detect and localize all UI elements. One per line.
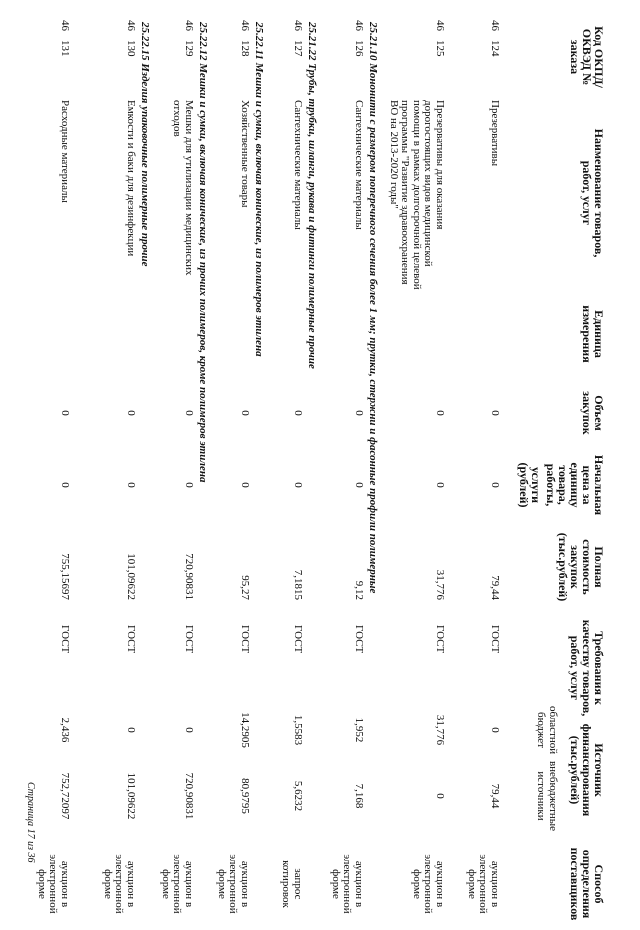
row-126-name: Сантехнические материалы [353, 100, 365, 230]
row-131-extra: 752,72097 [59, 772, 71, 820]
section-title: 25.22.12 Мешки и сумки, включая конические, из прочих полимеров, кроме полимеров этилена [197, 22, 209, 483]
header-source: Источник финансирования (тыс.рублей) [568, 723, 606, 817]
row-125-method: аукцион в электронной форме [411, 854, 446, 914]
row-130-method: аукцион в электронной форме [102, 854, 137, 914]
row-128-req: ГОСТ [239, 625, 251, 654]
row-131-budget: 2,436 [59, 717, 71, 743]
row-126-okdp: 46 [353, 20, 365, 31]
row-125-req: ГОСТ [434, 625, 446, 654]
row-125-volume: 0 [434, 410, 446, 416]
row-128-budget: 14,2905 [239, 712, 251, 748]
row-124-budget: 0 [489, 727, 501, 733]
row-125-budget: 31,776 [434, 714, 446, 746]
row-131-method: аукцион в электронной форме [36, 854, 71, 914]
header-init-price-unit: услуги (рублей) [517, 462, 543, 508]
row-126-extra: 7,168 [353, 783, 365, 809]
row-127-volume: 0 [292, 410, 304, 416]
header-volume: Объем закупок [580, 391, 606, 435]
row-126-volume: 0 [353, 410, 365, 416]
row-130-volume: 0 [125, 410, 137, 416]
row-130-init-price: 0 [125, 482, 137, 488]
row-128-init-price: 0 [239, 482, 251, 488]
row-126-req: ГОСТ [353, 625, 365, 654]
row-128-method: аукцион в электронной форме [216, 854, 251, 914]
row-124-okdp: 46 [489, 20, 501, 31]
row-130-order: 130 [125, 40, 137, 57]
header-method: Способ определения поставщиков [568, 847, 606, 921]
row-131-order: 131 [59, 40, 71, 57]
row-125-full-cost: 31,776 [434, 569, 446, 600]
row-127-full-cost: 7,1815 [292, 569, 304, 600]
header-requirements: Требования к качеству товаров, работ, услуг [568, 619, 606, 717]
row-125-name: Презервативы для оказания дорогостоящих видов медицинской помощи в рамках долгосрочной целевой программы "Развитие здравоохранения ВО на 2013-2020 годы" [388, 100, 446, 290]
row-128-order: 128 [239, 40, 251, 57]
row-130-budget: 0 [125, 727, 137, 733]
row-126-budget: 1,952 [353, 717, 365, 743]
row-131-volume: 0 [59, 410, 71, 416]
header-unit: Единица измерения [580, 305, 606, 363]
row-131-name: Расходные материалы [59, 100, 71, 203]
section-title: 25.21.10 Мононити с размером поперечного сечения более 1 мм; прутки, стержни и фасонные профили полимерные [367, 22, 379, 594]
row-125-okdp: 46 [434, 20, 446, 31]
row-129-okdp: 46 [183, 20, 195, 31]
row-125-init-price: 0 [434, 482, 446, 488]
row-129-method: аукцион в электронной форме [160, 854, 195, 914]
row-130-full-cost: 101,09622 [125, 553, 137, 600]
row-127-name: Сантехнические материалы [292, 100, 304, 230]
row-124-volume: 0 [489, 410, 501, 416]
row-131-okdp: 46 [59, 20, 71, 31]
row-124-name: Презервативы [489, 100, 501, 167]
section-title: 25.22.11 Мешки и сумки, включая конические, из полимеров этилена [253, 22, 265, 357]
row-127-budget: 1,5583 [292, 714, 304, 746]
row-127-okdp: 46 [292, 20, 304, 31]
row-124-extra: 79,44 [489, 783, 501, 809]
row-129-name: Мешки для утилизации медицинских отходов [171, 100, 195, 276]
row-128-okdp: 46 [239, 20, 251, 31]
row-130-req: ГОСТ [125, 625, 137, 654]
row-127-order: 127 [292, 40, 304, 57]
row-126-order: 126 [353, 40, 365, 57]
header-source-budget: областной бюджет [535, 706, 559, 755]
header-init-price: Начальная цена за единицу товара, работы, [544, 454, 606, 516]
row-124-method: аукцион в электронной форме [466, 854, 501, 914]
row-126-method: аукцион в электронной форме [330, 854, 365, 914]
row-129-volume: 0 [183, 410, 195, 416]
section-title: 25.22.15 Изделия упаковочные полимерные прочие [139, 22, 151, 267]
row-131-full-cost: 755,15697 [59, 553, 71, 600]
row-131-init-price: 0 [59, 482, 71, 488]
row-126-full-cost: 9,12 [353, 580, 365, 600]
row-128-extra: 80,9795 [239, 778, 251, 814]
row-130-extra: 101,09622 [125, 772, 137, 820]
row-125-order: 125 [434, 40, 446, 57]
row-131-req: ГОСТ [59, 625, 71, 654]
row-128-name: Хозяйственные товары [239, 100, 251, 208]
page-number: Страница 17 из 36 [25, 782, 36, 863]
row-129-req: ГОСТ [183, 625, 195, 654]
header-code: Код ОКПД/ ОКВЭД № заказа [568, 26, 606, 88]
row-128-full-cost: 95,27 [239, 575, 251, 600]
row-129-order: 129 [183, 40, 195, 57]
row-129-init-price: 0 [183, 482, 195, 488]
row-124-order: 124 [489, 40, 501, 57]
row-124-full-cost: 79,44 [489, 575, 501, 600]
row-128-volume: 0 [239, 410, 251, 416]
row-125-extra: 0 [434, 793, 446, 799]
row-124-init-price: 0 [489, 482, 501, 488]
section-title: 25.21.22 Трубы, трубки, шланги, рукава и фитинги полимерные прочие [306, 22, 318, 369]
row-129-extra: 720,90831 [183, 772, 195, 820]
header-source-extra: внебюджетные источники [535, 760, 559, 832]
row-130-okdp: 46 [125, 20, 137, 31]
row-127-extra: 5,6232 [292, 780, 304, 812]
header-name: Наименование товаров, работ, услуг [580, 128, 606, 258]
row-124-req: ГОСТ [489, 625, 501, 654]
row-129-full-cost: 720,90831 [183, 553, 195, 600]
row-129-budget: 0 [183, 727, 195, 733]
row-130-name: Емкости и баки для дезинфекции [125, 100, 137, 257]
row-127-method: запрос котировок [280, 860, 304, 908]
row-127-init-price: 0 [292, 482, 304, 488]
row-126-init-price: 0 [353, 482, 365, 488]
header-full-cost: Полная стоимость закупок (тыс.рублей) [556, 532, 606, 602]
row-127-req: ГОСТ [292, 625, 304, 654]
